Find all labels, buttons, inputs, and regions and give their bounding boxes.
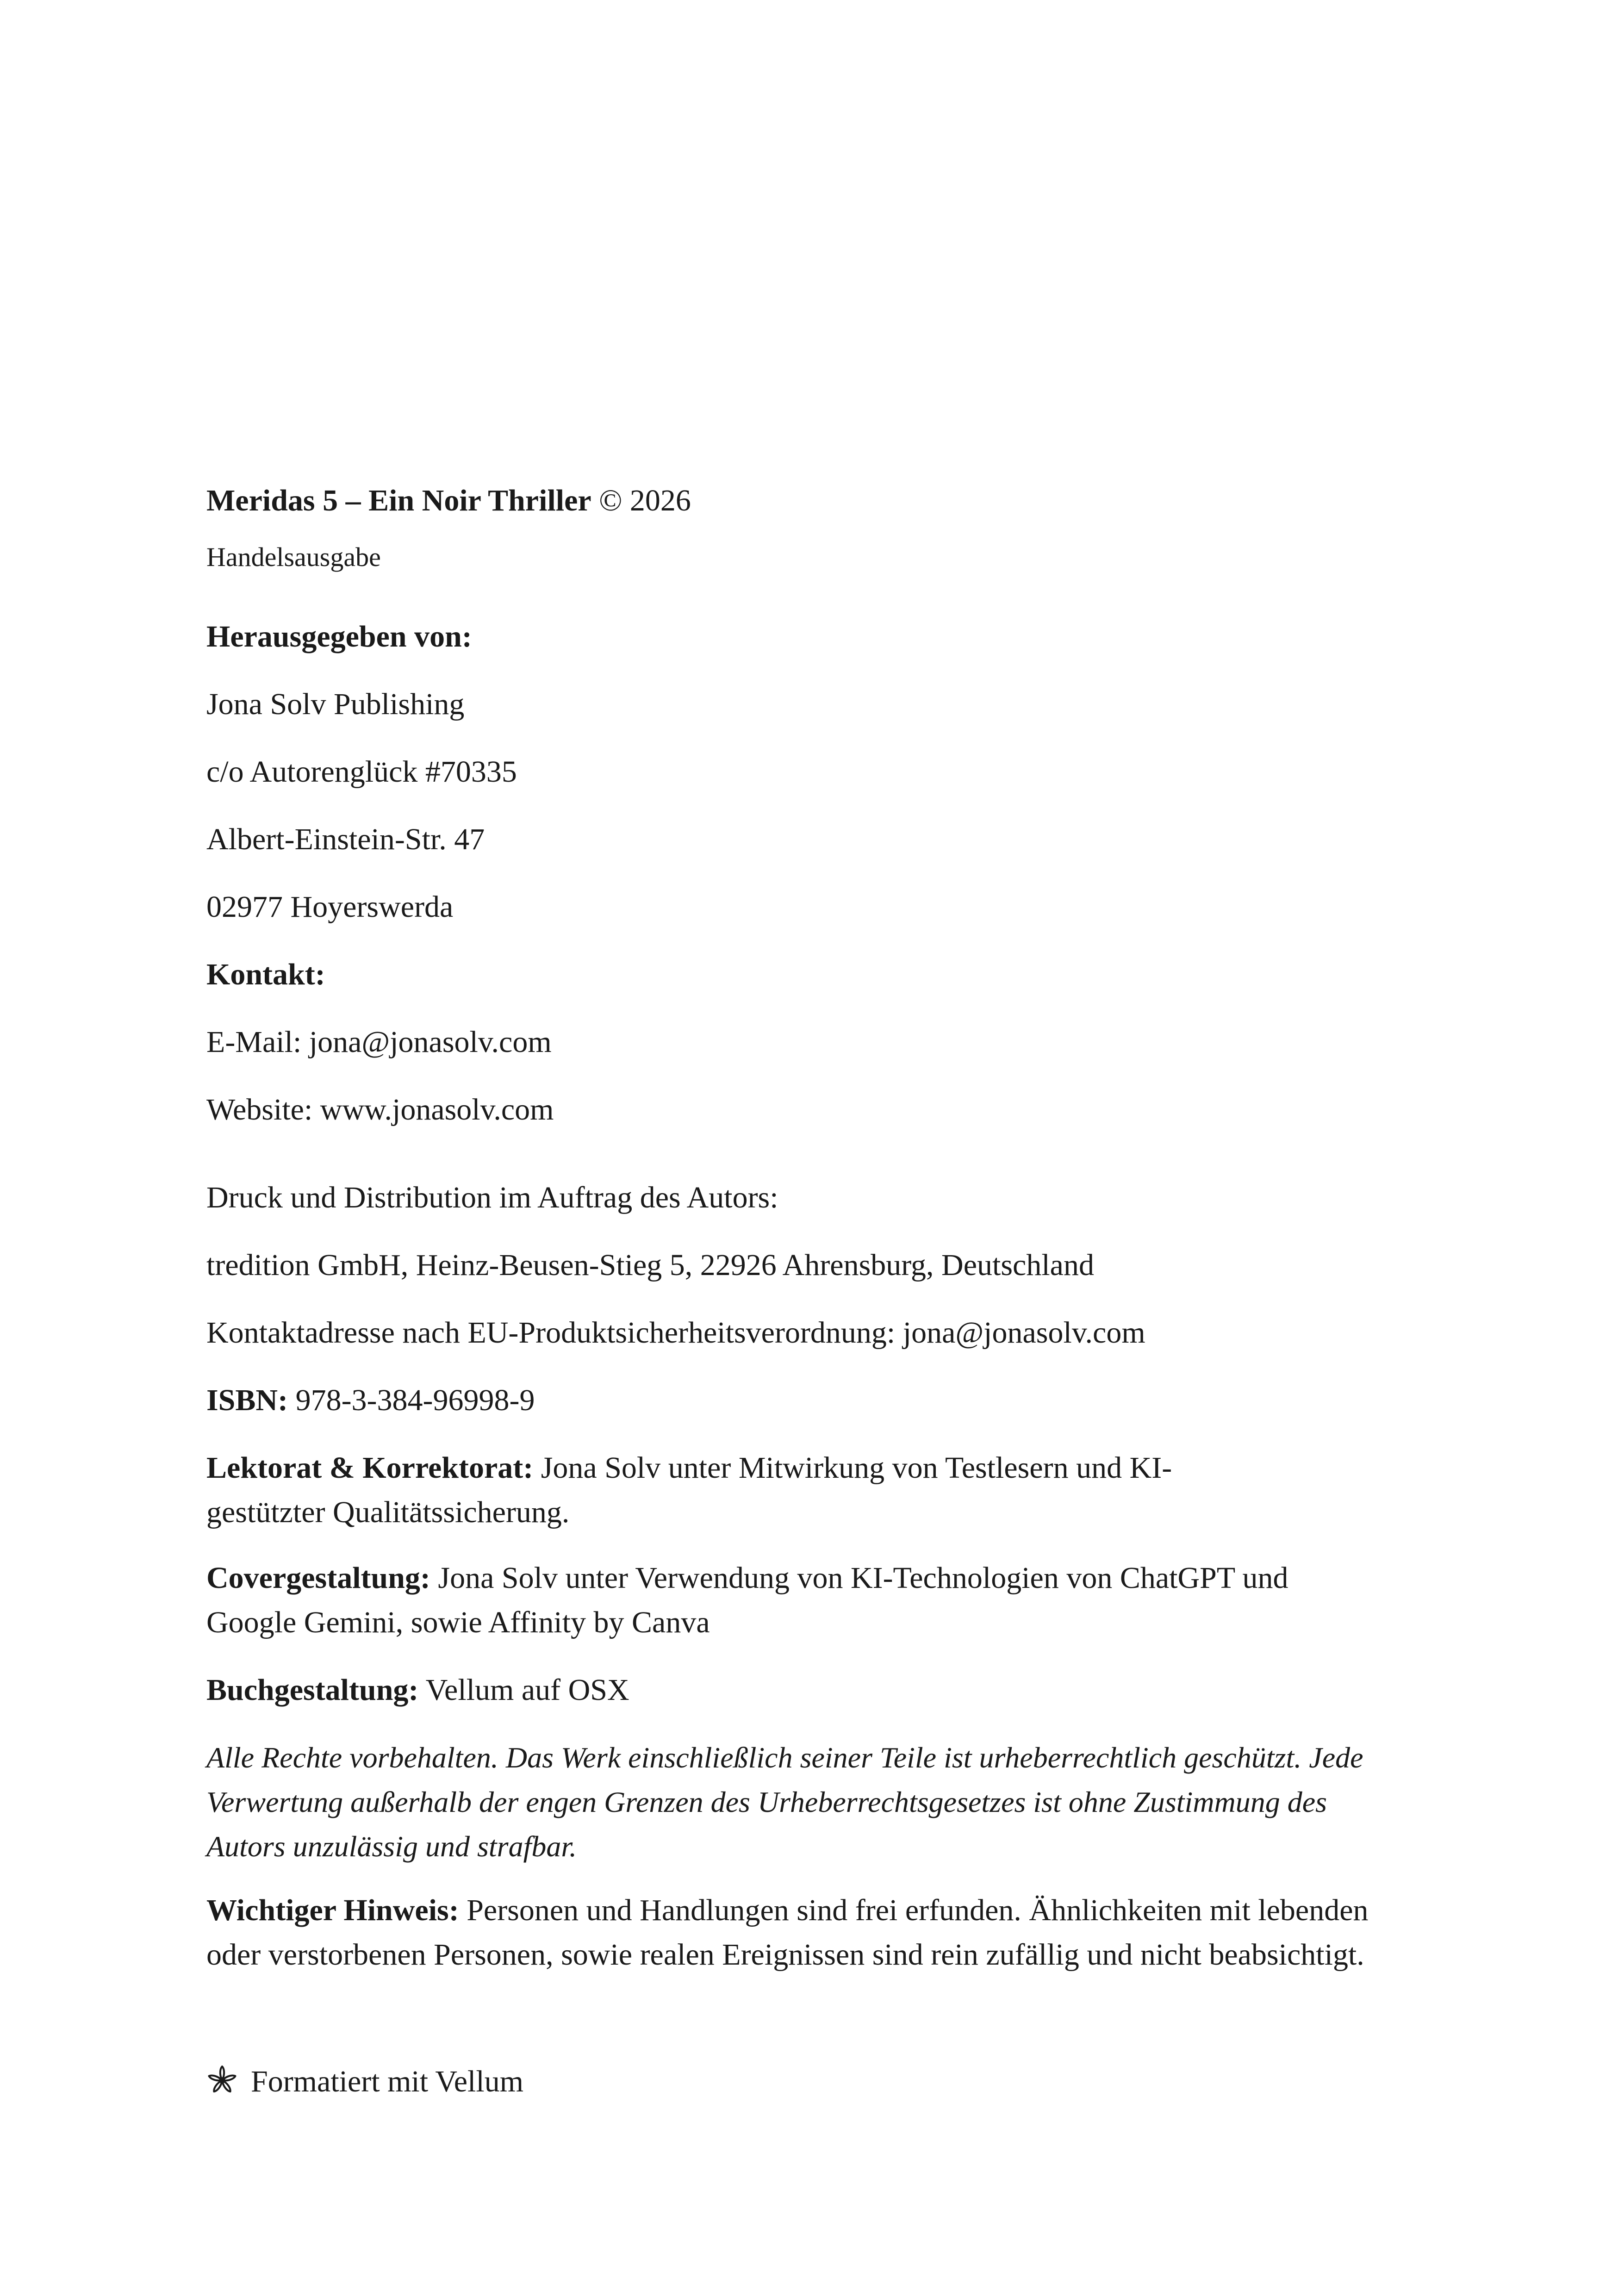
contact-heading: Kontakt: [206,958,325,991]
vellum-footer [206,2060,523,2104]
editing-label: Lektorat & Korrektorat: [206,1451,534,1485]
cover-text: Jona Solv unter Verwendung von KI-Technologien von ChatGPT und Google Gemini, sowie Affinity by Canva [206,1561,1288,1639]
distribution-intro: Druck und Distribution im Auftrag des Autors: [206,1181,778,1214]
design-text: Vellum auf OSX [425,1673,629,1707]
contact-email: E-Mail: jona@jonasolv.com [206,1025,552,1059]
cover-paragraph [206,1556,1373,1645]
publisher-name: Jona Solv Publishing [206,687,465,721]
distribution-company: tredition GmbH, Heinz-Beusen-Stieg 5, 22926 Ahrensburg, Deutschland [206,1248,1094,1282]
publisher-street: Albert-Einstein-Str. 47 [206,822,485,856]
publisher-care-of: c/o Autorenglück #70335 [206,755,517,789]
title-line [206,479,691,523]
isbn-line [206,1378,535,1423]
publisher-city: 02977 Hoyerswerda [206,890,454,924]
design-line [206,1668,629,1712]
edition-label: Handelsausgabe [206,542,381,572]
editing-text: Jona Solv unter Mitwirkung von Testlesern und KI-gestützter Qualitätssicherung. [206,1451,1172,1529]
isbn-value: 978-3-384-96998-9 [295,1383,535,1417]
book-title: Meridas 5 – Ein Noir Thriller [206,484,591,517]
distribution-eu-contact: Kontaktadresse nach EU-Produktsicherheitsverordnung: jona@jonasolv.com [206,1316,1145,1350]
copyright-year: © 2026 [599,484,691,517]
vellum-footer-text: Formatiert mit Vellum [251,2065,524,2098]
notice-paragraph [206,1888,1391,1977]
vellum-flower-icon [206,2065,238,2096]
isbn-label: ISBN: [206,1383,288,1417]
cover-label: Covergestaltung: [206,1561,430,1595]
notice-label: Wichtiger Hinweis: [206,1893,459,1927]
publisher-heading: Herausgegeben von: [206,620,472,653]
notice-text: Personen und Handlungen sind frei erfunden. Ähnlichkeiten mit lebenden oder verstorbenen Personen, sowie realen Ereignissen sind rein zufällig und nicht beabsichtigt. [206,1893,1369,1972]
editing-paragraph [206,1446,1280,1535]
rights-paragraph: Alle Rechte vorbehalten. Das Werk einschließlich seiner Teile ist urheberrechtlich geschützt. Jede Verwertung außerhalb der engen Grenzen des Urheberrechtsgesetzes ist ohne Zustimmung des Autors unzulässig und strafbar. [206,1741,1363,1863]
design-label: Buchgestaltung: [206,1673,419,1707]
contact-website: Website: www.jonasolv.com [206,1093,554,1126]
